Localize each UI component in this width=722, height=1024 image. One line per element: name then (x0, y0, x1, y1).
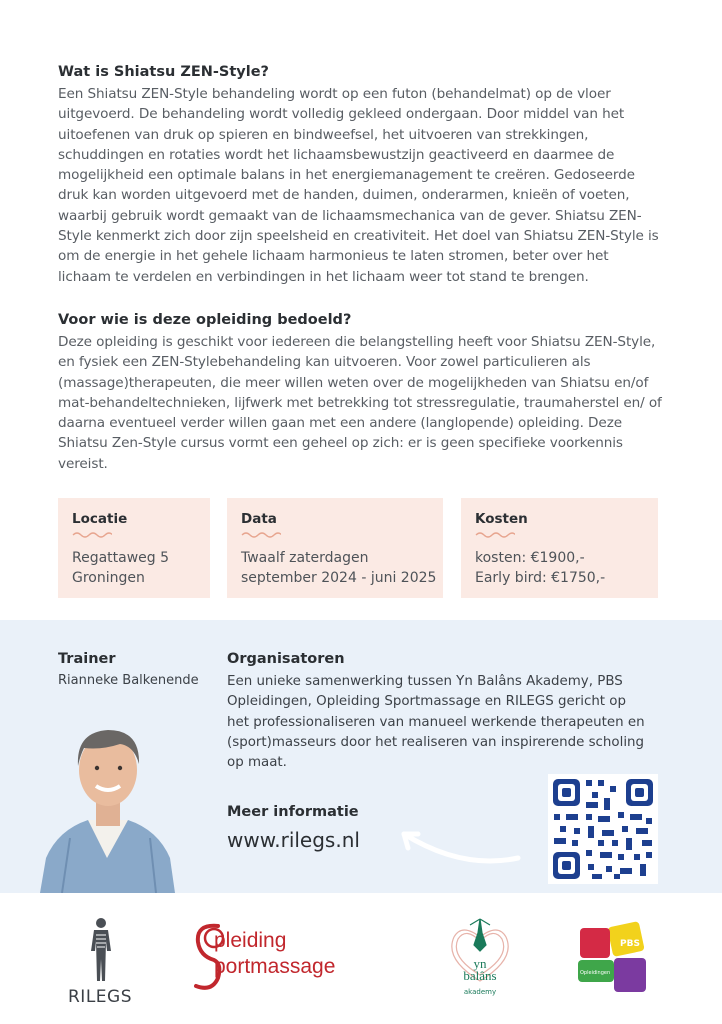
card-location (58, 498, 210, 598)
card-line: Groningen (72, 570, 145, 586)
pbs-logo-text: PBS (620, 939, 640, 949)
wave-decoration-icon (475, 530, 515, 538)
trainer-portrait (40, 708, 175, 893)
more-info-title: Meer informatie (227, 804, 359, 820)
card-dates (227, 498, 443, 598)
ynbalans-logo-text (450, 958, 510, 982)
card-line: Twaalf zaterdagen (241, 550, 369, 566)
info-cards (58, 498, 658, 598)
card-line: september 2024 - juni 2025 (241, 570, 437, 586)
section-title: Wat is Shiatsu ZEN-Style? (58, 64, 269, 80)
organisers-body: Een unieke samenwerking tussen Yn Balâns Akademy, PBS Opleidingen, Opleiding Sportmassage en RILEGS gericht op het professionaliseren van manueel werkende therapeuten en (sport)masseurs door het realiseren van inspirerende scholing op maat. (227, 674, 645, 771)
sportmassage-logo-line2: portmassage (214, 955, 336, 978)
section-for-whom (58, 310, 664, 474)
trainer-title: Trainer (58, 651, 116, 667)
card-title: Data (241, 511, 277, 527)
trainer-name: Rianneke Balkenende (58, 673, 199, 688)
card-line: Regattaweg 5 (72, 550, 170, 566)
wave-decoration-icon (241, 530, 281, 538)
sportmassage-logo-line1: pleiding (214, 929, 287, 952)
card-costs (461, 498, 658, 598)
qr-code[interactable] (548, 774, 658, 884)
rilegs-logo-text: RILEGS (68, 987, 133, 1007)
card-line: kosten: €1900,- (475, 550, 585, 566)
card-title: Kosten (475, 511, 528, 527)
ynbalans-logo-subtitle: akademy (463, 988, 497, 996)
ynbalans-line1: yn (473, 956, 487, 971)
section-body: Deze opleiding is geschikt voor iedereen die belangstelling heeft voor Shiatsu ZEN-Style, en fysiek een ZEN-Stylebehandeling kan uitvoeren. Voor zowel particulieren als (massage)therapeuten, die meer willen weten over de mogelijkheden van Shiatsu en/of mat-behandeltechnieken, lijfwerk met betrekking tot stressregulatie, traumaherstel en/ of daarna eventueel verder willen gaan met een andere (langlopende) opleiding. Deze Shiatsu Zen-Style cursus vormt een geheel op zich: er is geen specifieke voorkennis vereist. (58, 334, 662, 472)
section-title: Voor wie is deze opleiding bedoeld? (58, 312, 352, 328)
card-title: Locatie (72, 511, 128, 527)
pbs-logo (574, 920, 654, 1000)
section-body: Een Shiatsu ZEN-Style behandeling wordt op een futon (behandelmat) op de vloer uitgevoerd. De behandeling wordt volledig gekleed ondergaan. Door middel van het uitoefenen van druk op spieren en bindweefsel, het uitvoeren van strekkingen, schuddingen en rotaties wordt het lichaamsbewustzijn geactiveerd en daarmee de mogelijkheid een optimale balans in het energiemanagement te creëren. Gedoseerde druk kan worden uitgevoerd met de handen, duimen, onderarmen, knieën of voeten, waarbij gebruik wordt gemaakt van de lichaamsmechanica van de gever. Shiatsu ZEN-Style kenmerkt zich door zijn speelsheid en creativiteit. Het doel van Shiatsu ZEN-Style is om de energie in het gehele lichaam harmonieus te laten stromen, beter over het lichaam te verdelen en verbindingen in het lichaam weer tot stand te brengen. (58, 86, 659, 285)
wave-decoration-icon (72, 530, 112, 538)
rilegs-logo (84, 917, 118, 983)
section-what-is (58, 62, 664, 287)
organisers-title: Organisatoren (227, 651, 345, 667)
pbs-logo-subtitle: Opleidingen (580, 970, 611, 976)
website-link[interactable]: www.rilegs.nl (227, 828, 360, 852)
arrow-icon (392, 818, 522, 868)
ynbalans-line2: balâns (463, 968, 497, 983)
card-line: Early bird: €1750,- (475, 570, 606, 586)
